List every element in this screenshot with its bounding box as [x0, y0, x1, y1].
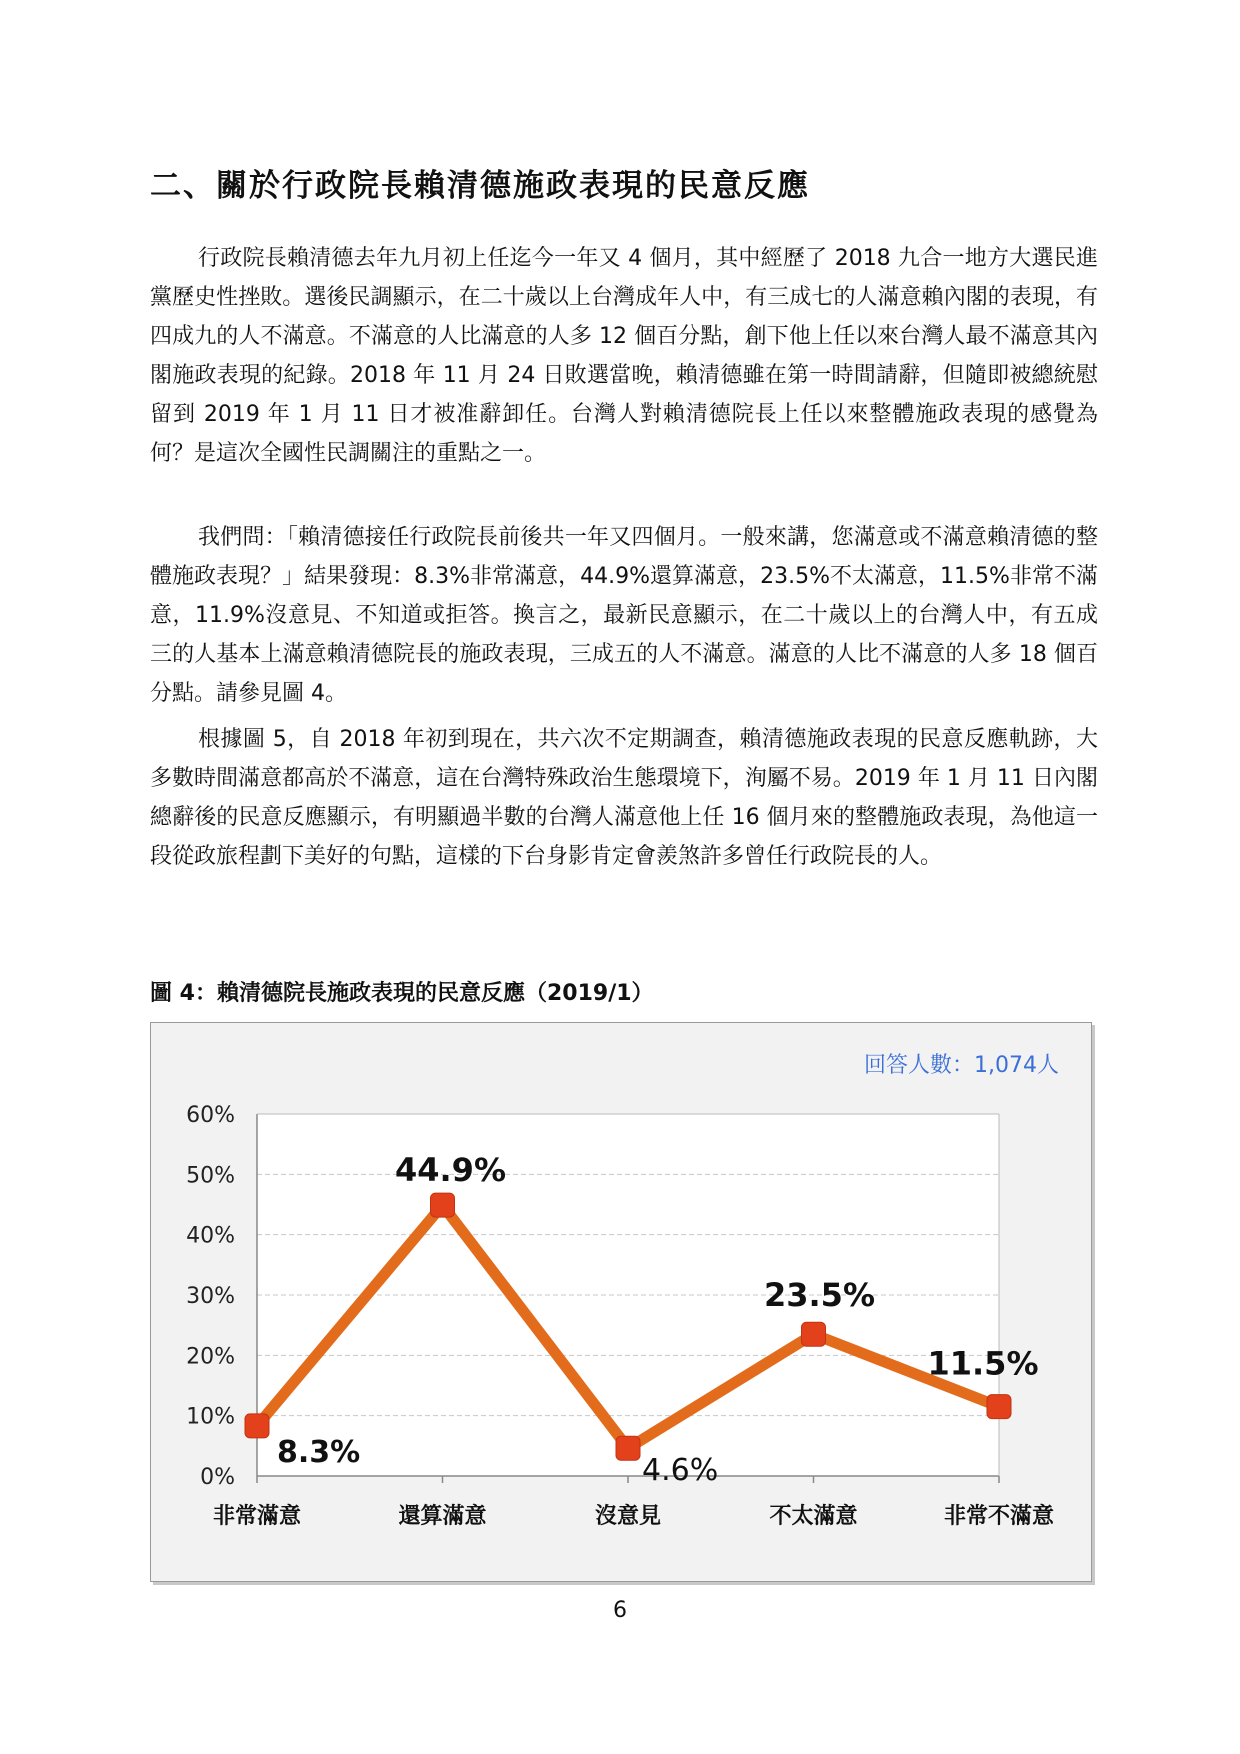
y-tick-label: 0%: [200, 1465, 235, 1490]
figure-caption: 圖 4：賴清德院長施政表現的民意反應（2019/1）: [150, 981, 654, 1006]
y-tick-label: 30%: [186, 1284, 235, 1309]
section-heading: 二、關於行政院長賴清德施政表現的民意反應: [150, 168, 810, 204]
y-tick-label: 10%: [186, 1404, 235, 1430]
y-tick-label: 60%: [186, 1103, 235, 1128]
y-tick-label: 50%: [186, 1163, 235, 1189]
data-label: 4.6%: [642, 1453, 719, 1489]
x-category-label: 不太滿意: [769, 1504, 858, 1529]
y-tick-label: 40%: [186, 1223, 235, 1249]
data-label: 8.3%: [277, 1434, 361, 1470]
x-category-label: 非常不滿意: [943, 1504, 1055, 1529]
body-paragraph: 根據圖 5，自 2018 年初到現在，共六次不定期調查，賴清德施政表現的民意反應軌跡，大多數時間滿意都高於不滿意，這在台灣特殊政治生態環境下，洵屬不易。2019 年 1 月 11 日內閣總辭後的民意反應顯示，有明顯過半數的台灣人滿意他上任 16 個月來的整體施政表現，為他這一段從政旅程劃下美好的句點，這樣的下台身影肯定會羨煞許多曾任行政院長的人。: [150, 727, 1098, 869]
data-point-marker: [245, 1414, 269, 1438]
data-point-marker: [616, 1436, 640, 1460]
x-category-label: 非常滿意: [212, 1504, 302, 1529]
x-category-label: 沒意見: [594, 1504, 662, 1529]
page-number: 6: [613, 1598, 627, 1623]
chart-canvas: [151, 1023, 1091, 1581]
body-paragraph: 行政院長賴清德去年九月初上任迄今一年又 4 個月，其中經歷了 2018 九合一地方大選民進黨歷史性挫敗。選後民調顯示，在二十歲以上台灣成年人中，有三成七的人滿意賴內閣的表現，有四成九的人不滿意。不滿意的人比滿意的人多 12 個百分點，創下他上任以來台灣人最不滿意其內閣施政表現的紀錄。2018 年 11 月 24 日敗選當晚，賴清德雖在第一時間請辭，但隨即被總統慰留到 2019 年 1 月 11 日才被准辭卸任。台灣人對賴清德院長上任以來整體施政表現的感覺為何？是這次全國性民調關注的重點之一。: [150, 246, 1098, 466]
data-point-marker: [987, 1395, 1011, 1419]
data-point-marker: [802, 1322, 826, 1346]
body-paragraph: 我們問：「賴清德接任行政院長前後共一年又四個月。一般來講，您滿意或不滿意賴清德的整體施政表現？」結果發現：8.3%非常滿意，44.9%還算滿意，23.5%不太滿意，11.5%非常不滿意，11.9%沒意見、不知道或拒答。換言之，最新民意顯示，在二十歲以上的台灣人中，有五成三的人基本上滿意賴清德院長的施政表現，三成五的人不滿意。滿意的人比不滿意的人多 18 個百分點。請參見圖 4。: [150, 525, 1098, 706]
data-label: 44.9%: [394, 1151, 507, 1190]
y-tick-label: 20%: [186, 1344, 235, 1370]
data-label: 11.5%: [927, 1344, 1039, 1383]
line-chart: [150, 1022, 1092, 1582]
data-label: 23.5%: [763, 1276, 876, 1315]
x-category-label: 還算滿意: [398, 1504, 487, 1529]
respondent-count-annotation: 回答人數：1,074人: [864, 1053, 1059, 1078]
data-point-marker: [431, 1193, 455, 1217]
